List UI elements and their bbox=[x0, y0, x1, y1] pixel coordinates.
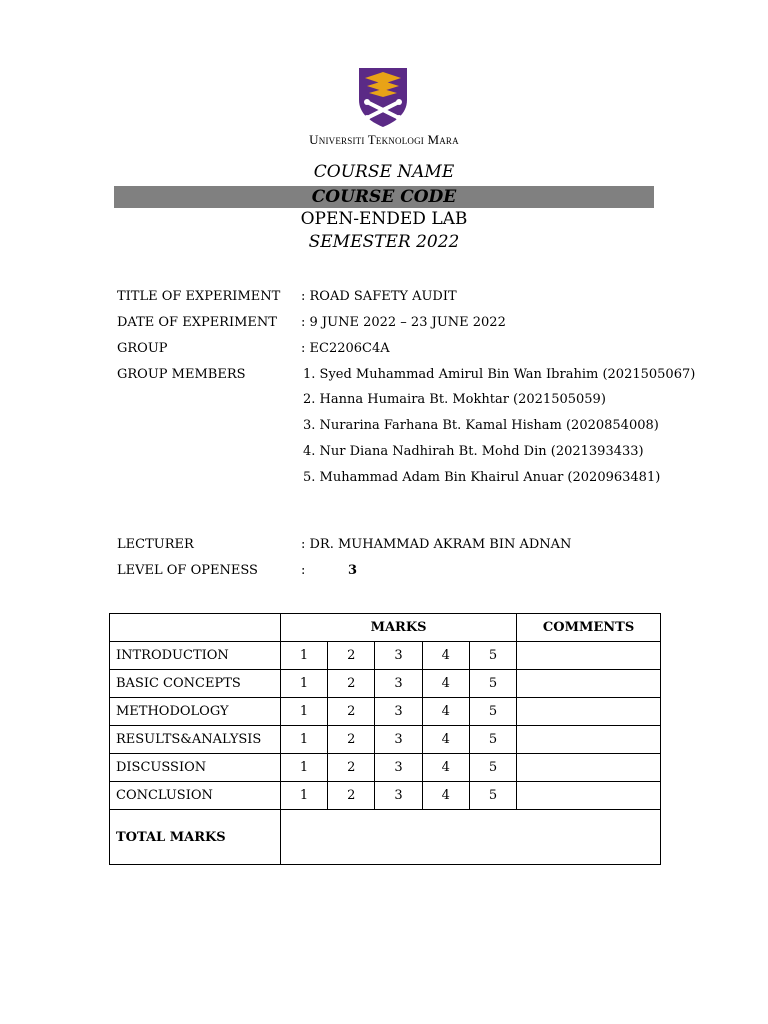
member-1: 1. Syed Muhammad Amirul Bin Wan Ibrahim (2021505067) bbox=[303, 367, 696, 382]
comments-header: COMMENTS bbox=[517, 614, 661, 642]
lab-title: OPEN-ENDED LAB bbox=[300, 209, 468, 229]
score-cell[interactable]: 5 bbox=[469, 642, 516, 670]
comment-cell[interactable] bbox=[517, 726, 661, 754]
openess-label: LEVEL OF OPENESS bbox=[117, 563, 258, 578]
total-marks-label: TOTAL MARKS bbox=[110, 810, 281, 865]
score-cell[interactable]: 4 bbox=[422, 670, 469, 698]
score-cell[interactable]: 1 bbox=[280, 726, 327, 754]
course-code: COURSE CODE bbox=[311, 187, 457, 207]
group-label: GROUP bbox=[117, 341, 168, 356]
table-row bbox=[110, 754, 661, 782]
score-cell[interactable]: 5 bbox=[469, 782, 516, 810]
score-cell[interactable]: 1 bbox=[280, 754, 327, 782]
score-cell[interactable]: 4 bbox=[422, 642, 469, 670]
score-cell[interactable]: 1 bbox=[280, 670, 327, 698]
member-2: 2. Hanna Humaira Bt. Mokhtar (2021505059) bbox=[303, 392, 606, 407]
openess-value: 3 bbox=[348, 563, 358, 578]
members-label: GROUP MEMBERS bbox=[117, 367, 246, 382]
score-cell[interactable]: 2 bbox=[328, 754, 375, 782]
table-header-row bbox=[110, 614, 661, 642]
group-value: : EC2206C4A bbox=[301, 341, 390, 356]
score-cell[interactable]: 4 bbox=[422, 754, 469, 782]
comment-cell[interactable] bbox=[517, 698, 661, 726]
row-label: BASIC CONCEPTS bbox=[110, 670, 281, 698]
score-cell[interactable]: 3 bbox=[375, 670, 422, 698]
table-row bbox=[110, 670, 661, 698]
title-value: : ROAD SAFETY AUDIT bbox=[301, 289, 457, 304]
openess-colon: : bbox=[301, 563, 306, 578]
score-cell[interactable]: 2 bbox=[328, 698, 375, 726]
score-cell[interactable]: 1 bbox=[280, 642, 327, 670]
score-cell[interactable]: 5 bbox=[469, 726, 516, 754]
course-name: COURSE NAME bbox=[313, 162, 455, 182]
table-row bbox=[110, 698, 661, 726]
score-cell[interactable]: 3 bbox=[375, 754, 422, 782]
score-cell[interactable]: 4 bbox=[422, 698, 469, 726]
date-value: : 9 JUNE 2022 – 23 JUNE 2022 bbox=[301, 315, 506, 330]
marks-table bbox=[109, 613, 661, 865]
score-cell[interactable]: 1 bbox=[280, 698, 327, 726]
score-cell[interactable]: 4 bbox=[422, 782, 469, 810]
score-cell[interactable]: 3 bbox=[375, 642, 422, 670]
total-row bbox=[110, 810, 661, 865]
member-5: 5. Muhammad Adam Bin Khairul Anuar (2020963481) bbox=[303, 470, 661, 485]
marks-header: MARKS bbox=[280, 614, 516, 642]
score-cell[interactable]: 5 bbox=[469, 754, 516, 782]
total-marks-cell[interactable] bbox=[280, 810, 660, 865]
comment-cell[interactable] bbox=[517, 642, 661, 670]
member-3: 3. Nurarina Farhana Bt. Kamal Hisham (2020854008) bbox=[303, 418, 659, 433]
score-cell[interactable]: 5 bbox=[469, 698, 516, 726]
row-label: METHODOLOGY bbox=[110, 698, 281, 726]
score-cell[interactable]: 2 bbox=[328, 782, 375, 810]
comment-cell[interactable] bbox=[517, 670, 661, 698]
score-cell[interactable]: 3 bbox=[375, 698, 422, 726]
date-label: DATE OF EXPERIMENT bbox=[117, 315, 277, 330]
score-cell[interactable]: 1 bbox=[280, 782, 327, 810]
score-cell[interactable]: 2 bbox=[328, 726, 375, 754]
title-label: TITLE OF EXPERIMENT bbox=[117, 289, 281, 304]
university-name: Universiti Teknologi Mara bbox=[309, 132, 459, 147]
table-row bbox=[110, 726, 661, 754]
uitm-logo bbox=[357, 66, 409, 128]
table-row bbox=[110, 782, 661, 810]
row-label: INTRODUCTION bbox=[110, 642, 281, 670]
score-cell[interactable]: 3 bbox=[375, 726, 422, 754]
semester: SEMESTER 2022 bbox=[308, 232, 460, 252]
score-cell[interactable]: 3 bbox=[375, 782, 422, 810]
comment-cell[interactable] bbox=[517, 782, 661, 810]
score-cell[interactable]: 2 bbox=[328, 670, 375, 698]
comment-cell[interactable] bbox=[517, 754, 661, 782]
header-empty-cell bbox=[110, 614, 281, 642]
table-row bbox=[110, 642, 661, 670]
score-cell[interactable]: 4 bbox=[422, 726, 469, 754]
member-4: 4. Nur Diana Nadhirah Bt. Mohd Din (2021393433) bbox=[303, 444, 644, 459]
row-label: RESULTS&ANALYSIS bbox=[110, 726, 281, 754]
lecturer-label: LECTURER bbox=[117, 537, 194, 552]
score-cell[interactable]: 2 bbox=[328, 642, 375, 670]
row-label: DISCUSSION bbox=[110, 754, 281, 782]
lecturer-value: : DR. MUHAMMAD AKRAM BIN ADNAN bbox=[301, 537, 572, 552]
row-label: CONCLUSION bbox=[110, 782, 281, 810]
score-cell[interactable]: 5 bbox=[469, 670, 516, 698]
